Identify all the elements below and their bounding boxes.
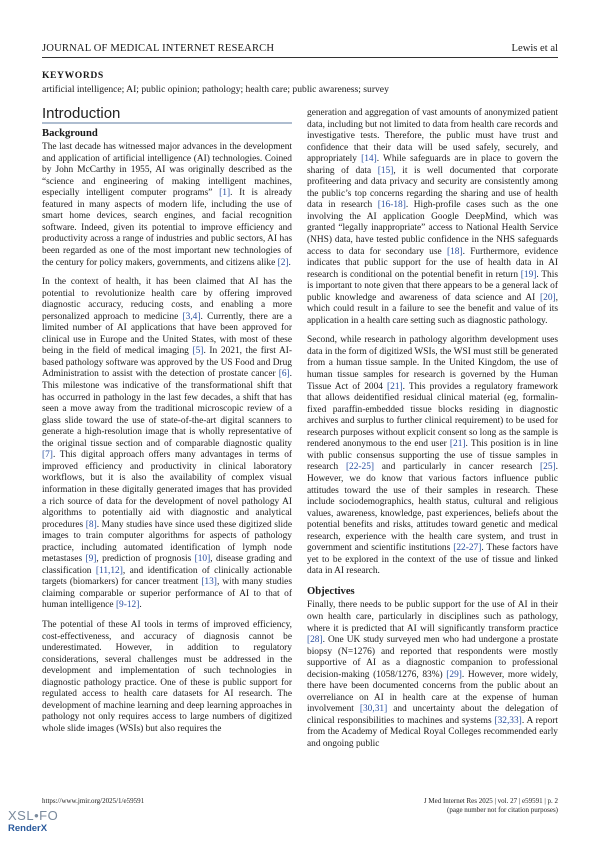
citation-link[interactable]: [32,33] <box>494 715 522 726</box>
citation-link[interactable]: [20] <box>540 292 556 303</box>
right-column <box>307 108 558 759</box>
journal-name: JOURNAL OF MEDICAL INTERNET RESEARCH <box>42 43 275 54</box>
citation-link[interactable]: [22-25] <box>345 462 375 473</box>
keywords-text: artificial intelligence; AI; public opinion; pathology; health care; public awareness; survey <box>42 84 389 95</box>
citation-link[interactable]: [21] <box>387 381 403 392</box>
paragraph: Second, while research in pathology algorithm development uses data in the form of digitized WSIs, the WSI must still be generated from a human tissue sample. In the United Kingdom, the use of human tissue samples for research is governed by the Human Tissue Act of 2004 [21]. This provides a regulatory framework that allows deidentified residual clinical material (eg, formalin-fixed paraffin-embedded tissue blocks residing in diagnostic archives and surplus to further clinical requirement) to be used for research purposes without explicit consent so long as the sample is rendered anonymous to the end user [21]. This position is in line with public consensus supporting the use of tissue samples in research [22-25] and particularly in cancer research [25]. However, we do know that various factors influence public attitudes toward the use of their samples in research. These include sociodemographics, health status, cultural and religious values, awareness, knowledge, past experiences, beliefs about the potential benefits and risks, attitudes toward genetic and medical research, experience with the health care system, and trust in government and scientific institutions [22-27]. These factors have yet to be explored in the context of the use of tissue and linked data in AI research. <box>307 335 558 577</box>
subheading-objectives: Objectives <box>307 585 355 597</box>
citation-link[interactable]: [14] <box>361 154 377 165</box>
paragraph: The potential of these AI tools in terms of improved efficiency, cost-effectiveness, and accuracy of diagnosis cannot be underestimated. However, in addition to regulatory considerations, several challenges must be addressed in the development and implementation of such technologies in diagnostic pathology practice. One of these is public support for regulated access to health care datasets for AI research. The development of machine learning and deep learning approaches in pathology not only requires access to large numbers of digitized whole slide images (WSIs) but also requires the <box>42 619 292 734</box>
citation-link[interactable]: [11,12] <box>95 565 123 576</box>
paragraph: The last decade has witnessed major advances in the development and application of artificial intelligence (AI) technologies. Coined by John McCarthy in 1955, AI was originally described as the “science and engineering of making intelligent machines, especially intelligent computer programs” [1]. It is already featured in many aspects of modern life, including the use of smart home devices, search engines, and facial recognition software. Indeed, given its potential to improve efficiency and productivity across a range of industries and public sectors, AI has been regarded as one of the most important new technologies of the century for policy makers, governments, and citizens alike [2]. <box>42 142 292 268</box>
citation-link[interactable]: [22-27] <box>453 543 482 554</box>
citation-link[interactable]: [8] <box>85 519 97 530</box>
citation-link[interactable]: [5] <box>192 346 204 357</box>
citation-link[interactable]: [13] <box>201 577 217 588</box>
citation-link[interactable]: [30,31] <box>359 704 388 715</box>
citation-link[interactable]: [19] <box>520 269 537 280</box>
citation-link[interactable]: [18] <box>446 246 463 257</box>
footer-citation <box>424 797 558 815</box>
citation-link[interactable]: [2] <box>277 257 289 268</box>
logo-line-1: XSL•FO <box>8 808 59 823</box>
citation-link[interactable]: [10] <box>194 554 211 565</box>
citation-link[interactable]: [6] <box>278 369 290 380</box>
citation-line: J Med Internet Res 2025 | vol. 27 | e59591 | p. 2 <box>423 797 558 805</box>
citation-link[interactable]: [3,4] <box>182 311 201 322</box>
author-label: Lewis et al <box>511 43 558 54</box>
citation-link[interactable]: [29] <box>446 669 462 680</box>
citation-note: (page number not for citation purposes) <box>447 806 558 814</box>
header-rule <box>42 57 558 58</box>
xslfo-logo <box>8 808 58 834</box>
citation-link[interactable]: [7] <box>42 450 53 461</box>
section-heading-introduction: Introduction <box>42 108 292 124</box>
citation-link[interactable]: [9-12] <box>115 600 140 611</box>
citation-link[interactable]: [28] <box>307 635 323 646</box>
citation-link[interactable]: [9] <box>85 554 97 565</box>
keywords-heading: KEYWORDS <box>42 70 104 81</box>
footer-url[interactable]: https://www.jmir.org/2025/1/e59591 <box>42 797 145 805</box>
logo-line-2: RenderX <box>8 823 48 834</box>
paragraph: generation and aggregation of vast amounts of anonymized patient data, including but not limited to data from health care records and investigative tests. Therefore, the public must have trust and confidence that their data will be used safely, securely, and appropriately [14]. While safeguards are in place to govern the sharing of data [15], it is well documented that corporate profiteering and data privacy and security are consistently among the public’s top concerns regarding the sharing and use of health data in research [16-18]. High-profile cases such as the one involving the AI application Google DeepMind, which was granted “legally inappropriate” access to National Health Service (NHS) data, have tested public confidence in the NHS safeguards access to data for secondary use [18]. Furthermore, evidence indicates that public support for the use of health data in AI research is conditional on the potential benefit in return [19]. This is important to note given that there appears to be a general lack of public knowledge and awareness of data science and AI [20], which could result in a failure to see the benefit and value of its application in a health care setting such as diagnostic pathology. <box>307 108 559 326</box>
left-column <box>42 105 292 743</box>
citation-link[interactable]: [25] <box>540 462 556 473</box>
citation-link[interactable]: [16-18] <box>377 200 406 211</box>
paragraph: In the context of health, it has been claimed that AI has the potential to revolutionize health care by offering improved diagnostic accuracy, reducing costs, and enabling a more personalized approach to medicine [3,4]. Currently, there are a limited number of AI applications that have been approved for clinical use in Europe and the United States, with most of these being in the field of medical imaging [5]. In 2021, the first AI-based pathology software was approved by the US Food and Drug Administration to assist with the detection of prostate cancer [6]. This milestone was indicative of the transformational shift that has occurred in pathology in the last few decades, a shift that has seen a move away from the traditional microscopic review of a glass slide toward the use of state-of-the-art digital scanners to generate a high-resolution image that is wholly representative of the original tissue section and of comparable diagnostic quality [7]. This digital approach offers many advantages in terms of improved efficiency and productivity in clinical laboratory workflows, but it is also the availability of complex visual information in these digitally generated images that has provided a rich source of data for the development of novel pathology AI algorithms to potentially aid with diagnostic and analytical procedures [8]. Many studies have since used these digitized slide images to train computer algorithms for aspects of pathology practice, including automated identification of lymph node metastases [9], prediction of prognosis [10], disease grading and classification [11,12], and identification of clinically actionable targets (biomarkers) for cancer treatment [13], with many studies claiming comparable or superior performance of AI to that of human intelligence [9-12]. <box>42 277 292 611</box>
paragraph: Finally, there needs to be public support for the use of AI in their own health care, particularly in disciplines such as pathology, where it is predicted that AI will significantly transform practice [28]. One UK study surveyed men who had undergone a prostate biopsy (N=1276) and reported that respondents were mostly supportive of AI as a diagnostic companion to professional decision-making (1058/1276, 83%) [29]. However, more widely, there have been documented concerns from the public about an overreliance on AI in health care at the expense of human involvement [30,31] and uncertainty about the delegation of clinical responsibilities to machines and systems [32,33]. A report from the Academy of Medical Royal Colleges recommended early and ongoing public <box>307 600 559 749</box>
citation-link[interactable]: [15] <box>377 165 394 176</box>
subheading-background: Background <box>42 127 98 139</box>
citation-link[interactable]: [1] <box>219 188 231 199</box>
running-header <box>0 0 600 60</box>
citation-link[interactable]: [21] <box>449 439 466 450</box>
